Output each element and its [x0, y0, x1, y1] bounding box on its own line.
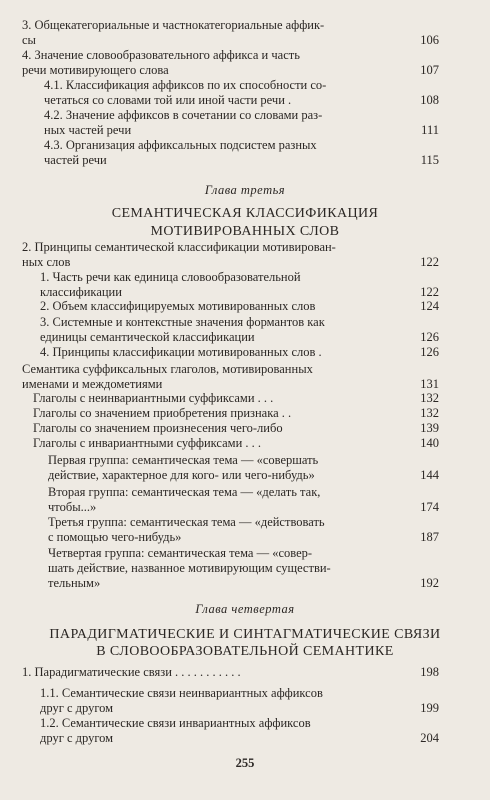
- entry-text: Глаголы с инвариантными суффиксами . . .: [33, 436, 262, 450]
- chapter-title: ПАРАДИГМАТИЧЕСКИЕ И СИНТАГМАТИЧЕСКИЕ СВЯЗИ: [49, 627, 441, 642]
- entry-text: Глаголы с неинвариантными суффиксами . . .: [33, 391, 274, 405]
- entry-text: Семантика суффиксальных глаголов, мотивированных именами и междометиями: [22, 362, 313, 391]
- page-number: 204: [420, 731, 439, 745]
- page-number: 144: [420, 468, 439, 482]
- page-folio: 255: [235, 756, 255, 770]
- entry-text: Глаголы со значением произнесения чего-либо: [33, 421, 283, 435]
- page-number: 106: [420, 33, 439, 47]
- chapter-label: Глава четвертая: [195, 602, 295, 616]
- page-number: 126: [420, 330, 439, 344]
- entry-text: Третья группа: семантическая тема — «действовать с помощью чего-нибудь»: [48, 515, 325, 544]
- page-number: 126: [420, 345, 439, 359]
- chapter-label: Глава третья: [204, 183, 286, 197]
- entry-text: 1. Парадигматические связи . . . . . . . . . . .: [22, 665, 241, 679]
- entry-text: 3. Общекатегориальные и частнокатегориальные аффик- сы: [22, 18, 325, 47]
- entry-text: 1.2. Семантические связи инвариантных аффиксов друг с другом: [40, 716, 311, 745]
- entry-text: Четвертая группа: семантическая тема — «совер- шать действие, названное мотивирующим существи- тельным»: [48, 546, 331, 590]
- page-number: 124: [420, 299, 439, 313]
- entry-text: Глаголы со значением приобретения признака . .: [33, 406, 292, 420]
- page-number: 199: [420, 701, 439, 715]
- page-number: 174: [420, 500, 439, 514]
- chapter-title: МОТИВИРОВАННЫХ СЛОВ: [150, 224, 340, 239]
- page-number: 132: [420, 391, 439, 405]
- page-number: 187: [420, 530, 439, 544]
- entry-text: 1.1. Семантические связи неинвариантных аффиксов друг с другом: [40, 686, 323, 715]
- page-number: 111: [421, 123, 439, 137]
- entry-text: 4.2. Значение аффиксов в сочетании со словами раз- ных частей речи: [44, 108, 323, 137]
- page-number: 192: [420, 576, 439, 590]
- page-number: 122: [420, 285, 439, 299]
- page-number: 139: [420, 421, 439, 435]
- entry-text: 2. Принципы семантической классификации мотивирован- ных слов: [22, 240, 336, 269]
- page-number: 108: [420, 93, 439, 107]
- page-number: 115: [420, 153, 439, 167]
- entry-text: 4.3. Организация аффиксальных подсистем разных частей речи: [44, 138, 317, 167]
- entry-text: 4. Принципы классификации мотивированных слов .: [40, 345, 322, 359]
- entry-text: 1. Часть речи как единица словообразовательной классификации: [40, 270, 301, 299]
- entry-text: 2. Объем классифицируемых мотивированных слов: [40, 299, 316, 313]
- entry-text: Вторая группа: семантическая тема — «делать так, чтобы...»: [48, 485, 321, 514]
- page-number: 132: [420, 406, 439, 420]
- page-number: 131: [420, 377, 439, 391]
- page-number: 140: [420, 436, 439, 450]
- page-number: 122: [420, 255, 439, 269]
- entry-text: 4. Значение словообразовательного аффикса и часть речи мотивирующего слова: [22, 48, 300, 77]
- chapter-title: СЕМАНТИЧЕСКАЯ КЛАССИФИКАЦИЯ: [111, 206, 379, 221]
- entry-text: Первая группа: семантическая тема — «совершать действие, характерное для кого- или чего-нибудь»: [48, 453, 319, 482]
- chapter-title: В СЛОВООБРАЗОВАТЕЛЬНОЙ СЕМАНТИКЕ: [96, 644, 394, 659]
- page-number: 198: [420, 665, 439, 679]
- entry-text: 4.1. Классификация аффиксов по их способности со- четаться со словами той или иной части речи .: [44, 78, 327, 107]
- page-number: 107: [420, 63, 439, 77]
- entry-text: 3. Системные и контекстные значения формантов как единицы семантической классификации: [40, 315, 325, 344]
